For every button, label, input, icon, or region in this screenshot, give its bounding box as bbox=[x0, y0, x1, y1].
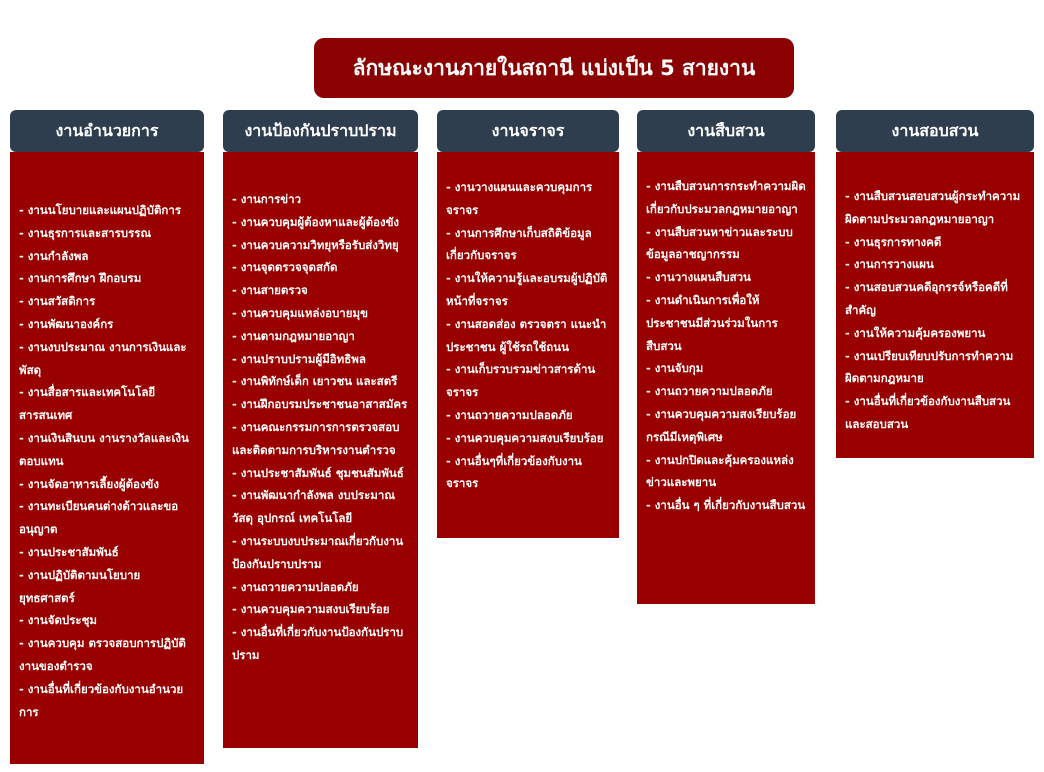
list-item: - งานจัดอาหารเลี้ยงผู้ต้องขัง bbox=[19, 476, 160, 491]
list-item: - งานเปรียบเทียบปรับการทำความผิดตามกฎหมาย bbox=[845, 348, 1014, 386]
list-item: - งานการศึกษา ฝึกอบรม bbox=[19, 271, 142, 286]
list-item: - งานควบคุมผู้ต้องหาและผู้ต้องขัง bbox=[232, 214, 400, 229]
list-item: - งานควบคุมความสงบเรียบร้อย bbox=[446, 430, 604, 445]
list-item: - งานปกปิดและคุ้มครองแหล่งข่าวและพยาน bbox=[646, 452, 794, 490]
list-item: - งานสืบสวนหาข่าวและระบบข้อมูลอาชญากรรม bbox=[646, 224, 793, 262]
header-administration: งานอำนวยการ bbox=[10, 110, 204, 152]
body-crime-prevention bbox=[223, 152, 418, 748]
header-crime-prevention: งานป้องกันปราบปราม bbox=[223, 110, 418, 152]
list-item: - งานทะเบียนคนต่างด้าวและขออนุญาต bbox=[19, 499, 179, 537]
list-item: - งานสืบสวนสอบสวนผู้กระทำความผิดตามประมวลกฎหมายอาญา bbox=[845, 189, 1021, 226]
list-item: - งานพัฒนาองค์กร bbox=[19, 316, 114, 331]
body-investigation bbox=[637, 152, 815, 604]
list-item: - งานให้ความคุ้มครองพยาน bbox=[845, 325, 986, 340]
list-item: - งานอื่น ๆ ที่เกี่ยวกับงานสืบสวน bbox=[646, 498, 806, 513]
list-item: - งานสืบสวนการกระทำความผิดเกี่ยวกับประมวลกฎหมายอาญา bbox=[646, 179, 806, 216]
list-item: - งานอื่นที่เกี่ยวข้องกับงานอำนวยการ bbox=[19, 681, 184, 719]
list-item: - งานการข่าว bbox=[232, 192, 302, 206]
list-item: - งานจุดตรวจจุดสกัด bbox=[232, 260, 338, 275]
list-item: - งานวางแผนสืบสวน bbox=[646, 270, 751, 285]
list-item: - งานให้ความรู้และอบรมผู้ปฏิบัติหน้าที่จราจร bbox=[446, 271, 608, 308]
list-item: - งานอื่นๆที่เกี่ยวข้องกับงานจราจร bbox=[446, 453, 582, 491]
body-traffic bbox=[437, 152, 619, 538]
header-traffic: งานจราจร bbox=[437, 110, 619, 152]
list-investigation bbox=[646, 175, 807, 517]
list-item: - งานควบคุมความสงบเรียบร้อย bbox=[232, 602, 390, 617]
header-investigation: งานสืบสวน bbox=[637, 110, 815, 152]
list-item: - งานคณะกรรมการการตรวจสอบและติดตามการบริหารงานตำรวจ bbox=[232, 419, 400, 457]
body-inquiry bbox=[836, 152, 1034, 458]
list-item: - งานปฏิบัติตามนโยบายยุทธศาสตร์ bbox=[19, 567, 141, 605]
list-item: - งานจัดประชุม bbox=[19, 613, 97, 628]
list-item: - งานกำลังพล bbox=[19, 248, 89, 263]
header-inquiry: งานสอบสวน bbox=[836, 110, 1034, 152]
list-item: - งานถวายความปลอดภัย bbox=[232, 579, 359, 594]
list-item: - งานพิทักษ์เด็ก เยาวชน และสตรี bbox=[232, 374, 398, 389]
list-item: - งานสอบสวนคดีอุกรรจ์หรือคดีที่สำคัญ bbox=[845, 280, 1008, 317]
list-item: - งานนโยบายและแผนปฏิบัติการ bbox=[19, 203, 182, 217]
list-item: - งานประชาสัมพันธ์ bbox=[19, 544, 119, 559]
list-item: - งานสวัสดิการ bbox=[19, 294, 96, 309]
list-item: - งานเก็บรวบรวมข่าวสารด้านจราจร bbox=[446, 362, 596, 400]
list-item: - งานควบคุม ตรวจสอบการปฏิบัติงานของตำรวจ bbox=[19, 636, 186, 673]
list-item: - งานถวายความปลอดภัย bbox=[646, 384, 773, 399]
list-item: - งานวางแผนและควบคุมการจราจร bbox=[446, 180, 593, 217]
list-item: - งานธุรการและสารบรรณ bbox=[19, 225, 152, 240]
list-item: - งานการวางแผน bbox=[845, 257, 934, 272]
list-item: - งานปราบปรามผู้มีอิทธิพล bbox=[232, 351, 366, 366]
list-item: - งานธุรการทางคดี bbox=[845, 234, 942, 249]
list-item: - งานพัฒนากำลังพล งบประมาณ วัสดุ อุปกรณ์ เทคโนโลยี bbox=[232, 488, 395, 526]
list-item: - งานถวายความปลอดภัย bbox=[446, 407, 573, 422]
list-item: - งานดำเนินการเพื่อให้ประชาชนมีส่วนร่วมในการสืบสวน bbox=[646, 292, 778, 353]
list-item: - งานอื่นที่เกี่ยวข้องกับงานสืบสวนและสอบสวน bbox=[845, 394, 1011, 431]
list-item: - งานจับกุม bbox=[646, 361, 704, 376]
list-inquiry bbox=[845, 185, 1026, 436]
list-item: - งานสายตรวจ bbox=[232, 283, 308, 298]
list-item: - งานประชาสัมพันธ์ ชุมชนสัมพันธ์ bbox=[232, 465, 404, 480]
list-item: - งานระบบงบประมาณเกี่ยวกับงานป้องกันปราบปราม bbox=[232, 533, 404, 571]
diagram-title: ลักษณะงานภายในสถานี แบ่งเป็น 5 สายงาน bbox=[314, 38, 794, 98]
body-administration bbox=[10, 152, 204, 764]
list-item: - งานสอดส่อง ตรวจตรา แนะนำประชาชน ผู้ใช้รถใช้ถนน bbox=[446, 316, 607, 354]
list-item: - งานควบคุมความสงเรียบร้อยกรณีมีเหตุพิเศษ bbox=[646, 406, 797, 444]
list-crime-prevention bbox=[232, 188, 410, 667]
list-item: - งานงบประมาณ งานการเงินและพัสดุ bbox=[19, 339, 187, 377]
list-item: - งานการศึกษาเก็บสถิติข้อมูลเกี่ยวกับจราจร bbox=[446, 225, 592, 263]
list-item: - งานเงินสินบน งานรางวัลและเงินตอบแทน bbox=[19, 430, 189, 468]
list-item: - งานตามกฎหมายอาญา bbox=[232, 328, 355, 343]
list-traffic bbox=[446, 176, 611, 495]
list-item: - งานสื่อสารและเทคโนโลยีสารสนเทศ bbox=[19, 385, 156, 423]
list-item: - งานฝึกอบรมประชาชนอาสาสมัคร bbox=[232, 397, 408, 412]
list-item: - งานควบคุมแหล่งอบายมุข bbox=[232, 305, 368, 320]
list-item: - งานอื่นที่เกี่ยวกับงานป้องกันปราบปราม bbox=[232, 625, 404, 662]
list-administration bbox=[19, 199, 196, 723]
list-item: - งานควบความวิทยุหรือรับส่งวิทยุ bbox=[232, 237, 399, 252]
